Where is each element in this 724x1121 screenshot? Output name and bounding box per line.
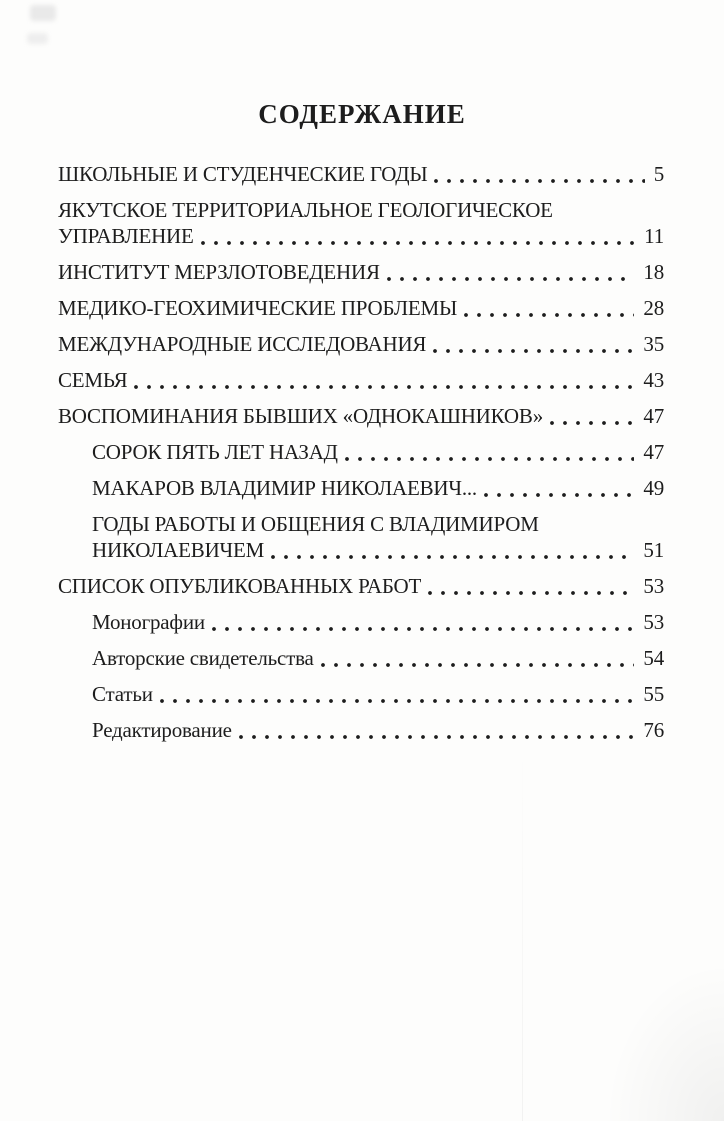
toc-entry-page: 47	[643, 440, 664, 464]
dot-leader	[239, 718, 635, 742]
scan-corner-shade	[604, 961, 724, 1121]
toc-entry-page: 54	[643, 646, 664, 670]
dot-leader	[134, 368, 634, 392]
dot-leader	[160, 682, 635, 706]
dot-leader	[433, 332, 634, 356]
toc-entry-page: 53	[643, 574, 664, 598]
toc-entry-page: 35	[643, 332, 664, 356]
dot-leader	[387, 260, 635, 284]
toc-entry-text: МЕЖДУНАРОДНЫЕ ИССЛЕДОВАНИЯ	[58, 332, 427, 356]
dot-leader	[212, 610, 634, 634]
toc-entry	[58, 476, 664, 500]
toc-entry-text: ГОДЫ РАБОТЫ И ОБЩЕНИЯ С ВЛАДИМИРОМ	[92, 512, 539, 536]
dot-leader	[484, 476, 634, 500]
toc-entry	[58, 296, 664, 320]
toc-entry-page: 18	[643, 260, 664, 284]
toc-entry-text: СОРОК ПЯТЬ ЛЕТ НАЗАД	[92, 440, 338, 464]
toc-entry-text: ЯКУТСКОЕ ТЕРРИТОРИАЛЬНОЕ ГЕОЛОГИЧЕСКОЕ	[58, 198, 553, 222]
dot-leader	[550, 404, 634, 428]
scan-smudge	[27, 33, 48, 44]
toc-entry	[58, 404, 664, 428]
toc-entry-page: 11	[644, 224, 664, 248]
toc-entry-text: ВОСПОМИНАНИЯ БЫВШИХ «ОДНОКАШНИКОВ»	[58, 404, 543, 428]
scan-smudge	[30, 5, 56, 21]
toc-entry	[58, 646, 664, 670]
toc-entry-page: 49	[643, 476, 664, 500]
toc-entry-page: 28	[643, 296, 664, 320]
toc-entry-page: 43	[643, 368, 664, 392]
toc-entry-text-cont: УПРАВЛЕНИЕ	[58, 224, 194, 248]
dot-leader	[345, 440, 635, 464]
toc-entry	[58, 610, 664, 634]
toc-entry-page: 51	[643, 538, 664, 562]
toc-entry	[58, 574, 664, 598]
toc-entry	[58, 682, 664, 706]
dot-leader	[321, 646, 635, 670]
toc-entry-page: 53	[643, 610, 664, 634]
toc-entry-text: Авторские свидетельства	[92, 646, 314, 670]
dot-leader	[464, 296, 634, 320]
toc-entry	[58, 260, 664, 284]
toc-entry-text-cont: НИКОЛАЕВИЧЕМ	[92, 538, 265, 562]
toc-entry-text: Монографии	[92, 610, 205, 634]
toc-list	[58, 162, 664, 754]
toc-entry	[58, 440, 664, 464]
toc-entry-text: СЕМЬЯ	[58, 368, 128, 392]
toc-entry	[58, 332, 664, 356]
toc-entry	[58, 198, 664, 248]
toc-entry	[58, 512, 664, 562]
dot-leader	[201, 224, 636, 248]
toc-title: СОДЕРЖАНИЕ	[258, 99, 466, 129]
toc-entry-text: ИНСТИТУТ МЕРЗЛОТОВЕДЕНИЯ	[58, 260, 380, 284]
scan-crease	[522, 745, 523, 1121]
toc-entry-text: МАКАРОВ ВЛАДИМИР НИКОЛАЕВИЧ...	[92, 476, 477, 500]
toc-entry-text: Редактирование	[92, 718, 232, 742]
toc-entry	[58, 718, 664, 742]
toc-entry-page: 5	[653, 162, 664, 186]
dot-leader	[434, 162, 644, 186]
dot-leader	[271, 538, 634, 562]
toc-entry-page: 76	[643, 718, 664, 742]
toc-entry-text: ШКОЛЬНЫЕ И СТУДЕНЧЕСКИЕ ГОДЫ	[58, 162, 428, 186]
dot-leader	[428, 574, 634, 598]
toc-entry-text: МЕДИКО-ГЕОХИМИЧЕСКИЕ ПРОБЛЕМЫ	[58, 296, 458, 320]
toc-entry-text: СПИСОК ОПУБЛИКОВАННЫХ РАБОТ	[58, 574, 422, 598]
toc-entry	[58, 368, 664, 392]
toc-entry-page: 55	[643, 682, 664, 706]
toc-entry-page: 47	[643, 404, 664, 428]
toc-entry-text: Статьи	[92, 682, 153, 706]
toc-entry	[58, 162, 664, 186]
